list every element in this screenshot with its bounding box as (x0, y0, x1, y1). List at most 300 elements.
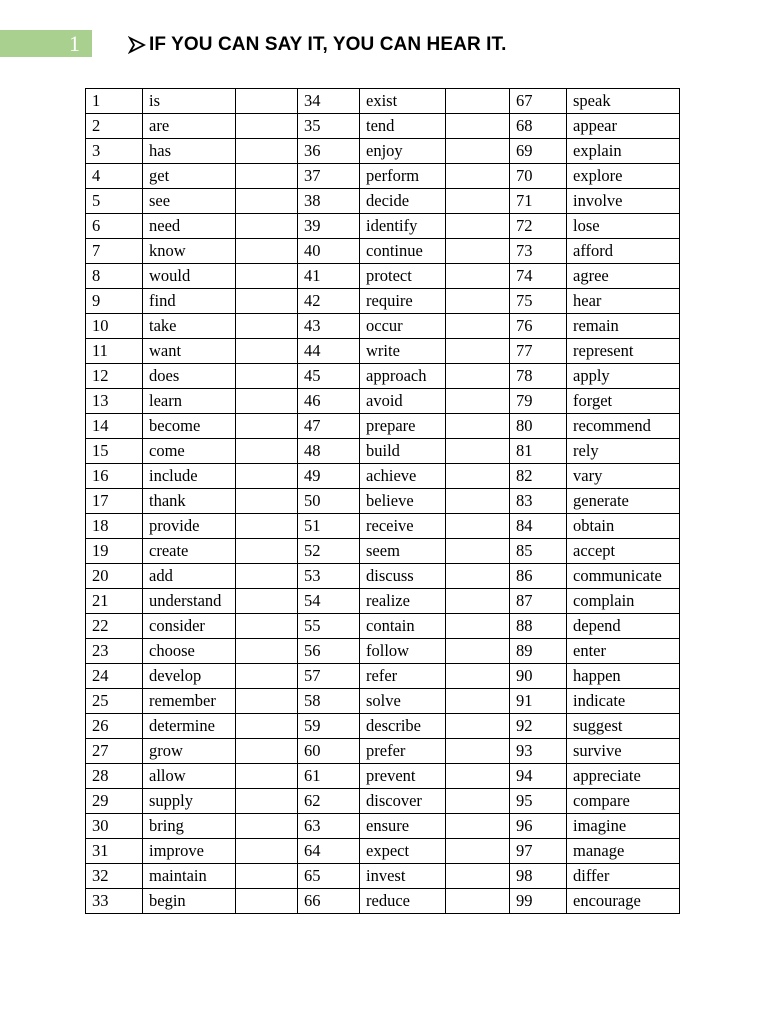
number-cell: 14 (86, 414, 143, 439)
word-cell: describe (360, 714, 446, 739)
number-cell: 88 (510, 614, 567, 639)
empty-cell (236, 564, 298, 589)
empty-cell (446, 564, 510, 589)
empty-cell (446, 514, 510, 539)
number-cell: 9 (86, 289, 143, 314)
word-cell: prefer (360, 739, 446, 764)
page-heading (128, 31, 507, 59)
word-cell: become (143, 414, 236, 439)
word-cell: happen (567, 664, 680, 689)
word-cell: get (143, 164, 236, 189)
word-cell: discuss (360, 564, 446, 589)
number-cell: 93 (510, 739, 567, 764)
word-cell: grow (143, 739, 236, 764)
number-cell: 30 (86, 814, 143, 839)
empty-cell (446, 439, 510, 464)
word-cell: complain (567, 589, 680, 614)
empty-cell (446, 164, 510, 189)
arrow-bullet-icon (128, 36, 146, 54)
number-cell: 75 (510, 289, 567, 314)
word-cell: occur (360, 314, 446, 339)
word-cell: bring (143, 814, 236, 839)
table-row (86, 339, 680, 364)
number-cell: 95 (510, 789, 567, 814)
table-row (86, 789, 680, 814)
table-row (86, 614, 680, 639)
number-cell: 61 (298, 764, 360, 789)
table-body (86, 89, 680, 914)
number-cell: 91 (510, 689, 567, 714)
word-cell: find (143, 289, 236, 314)
empty-cell (446, 539, 510, 564)
empty-cell (236, 314, 298, 339)
empty-cell (446, 214, 510, 239)
word-cell: create (143, 539, 236, 564)
empty-cell (446, 639, 510, 664)
word-cell: learn (143, 389, 236, 414)
number-cell: 12 (86, 364, 143, 389)
word-cell: seem (360, 539, 446, 564)
empty-cell (446, 664, 510, 689)
number-cell: 51 (298, 514, 360, 539)
word-cell: perform (360, 164, 446, 189)
number-cell: 55 (298, 614, 360, 639)
table-row (86, 414, 680, 439)
table-row (86, 214, 680, 239)
word-cell: enjoy (360, 139, 446, 164)
empty-cell (236, 839, 298, 864)
table-row (86, 664, 680, 689)
empty-cell (236, 389, 298, 414)
empty-cell (446, 89, 510, 114)
number-cell: 28 (86, 764, 143, 789)
empty-cell (446, 364, 510, 389)
empty-cell (236, 489, 298, 514)
empty-cell (446, 339, 510, 364)
word-cell: follow (360, 639, 446, 664)
word-cell: ensure (360, 814, 446, 839)
word-cell: expect (360, 839, 446, 864)
table-row (86, 539, 680, 564)
verb-list-table (85, 88, 680, 914)
number-cell: 53 (298, 564, 360, 589)
number-cell: 81 (510, 439, 567, 464)
number-cell: 87 (510, 589, 567, 614)
table-row (86, 314, 680, 339)
word-cell: want (143, 339, 236, 364)
empty-cell (446, 264, 510, 289)
number-cell: 84 (510, 514, 567, 539)
number-cell: 31 (86, 839, 143, 864)
word-cell: vary (567, 464, 680, 489)
empty-cell (236, 814, 298, 839)
empty-cell (446, 889, 510, 914)
number-cell: 17 (86, 489, 143, 514)
word-cell: obtain (567, 514, 680, 539)
empty-cell (236, 439, 298, 464)
word-cell: achieve (360, 464, 446, 489)
word-cell: represent (567, 339, 680, 364)
word-cell: understand (143, 589, 236, 614)
number-cell: 62 (298, 789, 360, 814)
number-cell: 23 (86, 639, 143, 664)
table-row (86, 814, 680, 839)
word-cell: reduce (360, 889, 446, 914)
word-cell: see (143, 189, 236, 214)
empty-cell (236, 89, 298, 114)
word-cell: depend (567, 614, 680, 639)
table-row (86, 564, 680, 589)
number-cell: 44 (298, 339, 360, 364)
number-cell: 3 (86, 139, 143, 164)
number-cell: 54 (298, 589, 360, 614)
number-cell: 77 (510, 339, 567, 364)
number-cell: 41 (298, 264, 360, 289)
number-cell: 49 (298, 464, 360, 489)
number-cell: 20 (86, 564, 143, 589)
number-cell: 48 (298, 439, 360, 464)
number-cell: 66 (298, 889, 360, 914)
empty-cell (236, 664, 298, 689)
word-cell: does (143, 364, 236, 389)
page-title: IF YOU CAN SAY IT, YOU CAN HEAR IT. (149, 34, 507, 55)
page-number: 1 (69, 31, 80, 56)
number-cell: 37 (298, 164, 360, 189)
number-cell: 50 (298, 489, 360, 514)
word-cell: decide (360, 189, 446, 214)
table-row (86, 864, 680, 889)
table-row (86, 889, 680, 914)
number-cell: 85 (510, 539, 567, 564)
empty-cell (236, 889, 298, 914)
number-cell: 83 (510, 489, 567, 514)
number-cell: 72 (510, 214, 567, 239)
word-cell: discover (360, 789, 446, 814)
empty-cell (236, 164, 298, 189)
word-cell: agree (567, 264, 680, 289)
number-cell: 39 (298, 214, 360, 239)
empty-cell (446, 714, 510, 739)
word-cell: require (360, 289, 446, 314)
empty-cell (236, 414, 298, 439)
empty-cell (446, 189, 510, 214)
word-cell: realize (360, 589, 446, 614)
word-cell: approach (360, 364, 446, 389)
number-cell: 57 (298, 664, 360, 689)
number-cell: 19 (86, 539, 143, 564)
word-cell: explain (567, 139, 680, 164)
number-cell: 59 (298, 714, 360, 739)
number-cell: 16 (86, 464, 143, 489)
empty-cell (446, 389, 510, 414)
empty-cell (446, 239, 510, 264)
number-cell: 68 (510, 114, 567, 139)
table-row (86, 364, 680, 389)
table-row (86, 639, 680, 664)
number-cell: 26 (86, 714, 143, 739)
empty-cell (446, 464, 510, 489)
number-cell: 34 (298, 89, 360, 114)
empty-cell (236, 539, 298, 564)
word-cell: take (143, 314, 236, 339)
word-cell: build (360, 439, 446, 464)
word-cell: prepare (360, 414, 446, 439)
table-row (86, 189, 680, 214)
empty-cell (446, 789, 510, 814)
word-cell: add (143, 564, 236, 589)
number-cell: 24 (86, 664, 143, 689)
number-cell: 94 (510, 764, 567, 789)
number-cell: 64 (298, 839, 360, 864)
word-cell: exist (360, 89, 446, 114)
word-cell: apply (567, 364, 680, 389)
number-cell: 76 (510, 314, 567, 339)
number-cell: 99 (510, 889, 567, 914)
word-cell: choose (143, 639, 236, 664)
number-cell: 89 (510, 639, 567, 664)
number-cell: 1 (86, 89, 143, 114)
number-cell: 90 (510, 664, 567, 689)
word-cell: lose (567, 214, 680, 239)
word-cell: determine (143, 714, 236, 739)
table-row (86, 589, 680, 614)
word-cell: recommend (567, 414, 680, 439)
empty-cell (446, 614, 510, 639)
number-cell: 70 (510, 164, 567, 189)
table-row (86, 764, 680, 789)
table-row (86, 389, 680, 414)
number-cell: 56 (298, 639, 360, 664)
word-cell: thank (143, 489, 236, 514)
empty-cell (236, 739, 298, 764)
word-cell: come (143, 439, 236, 464)
empty-cell (236, 714, 298, 739)
empty-cell (446, 114, 510, 139)
empty-cell (236, 764, 298, 789)
empty-cell (236, 364, 298, 389)
empty-cell (446, 764, 510, 789)
word-cell: avoid (360, 389, 446, 414)
word-cell: remain (567, 314, 680, 339)
word-cell: receive (360, 514, 446, 539)
table-row (86, 489, 680, 514)
number-cell: 45 (298, 364, 360, 389)
word-cell: speak (567, 89, 680, 114)
word-cell: hear (567, 289, 680, 314)
number-cell: 98 (510, 864, 567, 889)
table-row (86, 114, 680, 139)
number-cell: 32 (86, 864, 143, 889)
number-cell: 11 (86, 339, 143, 364)
number-cell: 13 (86, 389, 143, 414)
number-cell: 69 (510, 139, 567, 164)
empty-cell (446, 689, 510, 714)
empty-cell (236, 264, 298, 289)
word-cell: compare (567, 789, 680, 814)
word-cell: identify (360, 214, 446, 239)
table-row (86, 164, 680, 189)
word-cell: include (143, 464, 236, 489)
table-row (86, 689, 680, 714)
word-cell: differ (567, 864, 680, 889)
word-cell: is (143, 89, 236, 114)
table-row (86, 714, 680, 739)
number-cell: 38 (298, 189, 360, 214)
number-cell: 74 (510, 264, 567, 289)
word-cell: solve (360, 689, 446, 714)
word-cell: improve (143, 839, 236, 864)
empty-cell (236, 239, 298, 264)
empty-cell (236, 189, 298, 214)
empty-cell (446, 864, 510, 889)
word-cell: suggest (567, 714, 680, 739)
word-cell: are (143, 114, 236, 139)
table-row (86, 739, 680, 764)
number-cell: 21 (86, 589, 143, 614)
word-cell: provide (143, 514, 236, 539)
number-cell: 29 (86, 789, 143, 814)
word-cell: consider (143, 614, 236, 639)
number-cell: 46 (298, 389, 360, 414)
word-cell: indicate (567, 689, 680, 714)
number-cell: 35 (298, 114, 360, 139)
number-cell: 79 (510, 389, 567, 414)
number-cell: 7 (86, 239, 143, 264)
word-cell: refer (360, 664, 446, 689)
number-cell: 42 (298, 289, 360, 314)
table-row (86, 239, 680, 264)
word-cell: appear (567, 114, 680, 139)
word-cell: believe (360, 489, 446, 514)
word-cell: invest (360, 864, 446, 889)
number-cell: 18 (86, 514, 143, 539)
empty-cell (236, 339, 298, 364)
number-cell: 22 (86, 614, 143, 639)
empty-cell (236, 514, 298, 539)
number-cell: 8 (86, 264, 143, 289)
number-cell: 36 (298, 139, 360, 164)
word-cell: generate (567, 489, 680, 514)
empty-cell (236, 289, 298, 314)
number-cell: 40 (298, 239, 360, 264)
word-cell: begin (143, 889, 236, 914)
number-cell: 4 (86, 164, 143, 189)
word-cell: encourage (567, 889, 680, 914)
empty-cell (446, 489, 510, 514)
table-row (86, 89, 680, 114)
number-cell: 82 (510, 464, 567, 489)
empty-cell (236, 114, 298, 139)
number-cell: 71 (510, 189, 567, 214)
empty-cell (446, 414, 510, 439)
empty-cell (236, 464, 298, 489)
word-cell: rely (567, 439, 680, 464)
number-cell: 58 (298, 689, 360, 714)
word-cell: manage (567, 839, 680, 864)
word-cell: prevent (360, 764, 446, 789)
empty-cell (446, 739, 510, 764)
empty-cell (236, 639, 298, 664)
number-cell: 25 (86, 689, 143, 714)
number-cell: 15 (86, 439, 143, 464)
empty-cell (446, 589, 510, 614)
word-cell: supply (143, 789, 236, 814)
empty-cell (236, 689, 298, 714)
word-cell: accept (567, 539, 680, 564)
number-cell: 80 (510, 414, 567, 439)
table-row (86, 289, 680, 314)
number-cell: 5 (86, 189, 143, 214)
table-row (86, 464, 680, 489)
word-cell: involve (567, 189, 680, 214)
table-row (86, 514, 680, 539)
empty-cell (446, 839, 510, 864)
empty-cell (236, 214, 298, 239)
number-cell: 97 (510, 839, 567, 864)
word-cell: remember (143, 689, 236, 714)
word-cell: survive (567, 739, 680, 764)
table-row (86, 439, 680, 464)
empty-cell (236, 789, 298, 814)
number-cell: 78 (510, 364, 567, 389)
word-cell: has (143, 139, 236, 164)
empty-cell (236, 589, 298, 614)
number-cell: 27 (86, 739, 143, 764)
word-cell: afford (567, 239, 680, 264)
word-cell: know (143, 239, 236, 264)
empty-cell (446, 314, 510, 339)
table-row (86, 839, 680, 864)
table-row (86, 139, 680, 164)
number-cell: 52 (298, 539, 360, 564)
word-cell: allow (143, 764, 236, 789)
number-cell: 73 (510, 239, 567, 264)
empty-cell (446, 814, 510, 839)
number-cell: 86 (510, 564, 567, 589)
empty-cell (446, 289, 510, 314)
empty-cell (236, 864, 298, 889)
number-cell: 60 (298, 739, 360, 764)
number-cell: 43 (298, 314, 360, 339)
number-cell: 6 (86, 214, 143, 239)
word-cell: communicate (567, 564, 680, 589)
number-cell: 33 (86, 889, 143, 914)
word-cell: imagine (567, 814, 680, 839)
number-cell: 67 (510, 89, 567, 114)
number-cell: 47 (298, 414, 360, 439)
word-cell: maintain (143, 864, 236, 889)
number-cell: 10 (86, 314, 143, 339)
number-cell: 65 (298, 864, 360, 889)
word-cell: appreciate (567, 764, 680, 789)
number-cell: 92 (510, 714, 567, 739)
number-cell: 63 (298, 814, 360, 839)
empty-cell (446, 139, 510, 164)
word-cell: tend (360, 114, 446, 139)
word-cell: would (143, 264, 236, 289)
table-row (86, 264, 680, 289)
page-number-box (0, 30, 92, 57)
number-cell: 96 (510, 814, 567, 839)
empty-cell (236, 614, 298, 639)
word-cell: develop (143, 664, 236, 689)
word-cell: write (360, 339, 446, 364)
word-cell: forget (567, 389, 680, 414)
word-cell: protect (360, 264, 446, 289)
number-cell: 2 (86, 114, 143, 139)
word-cell: contain (360, 614, 446, 639)
word-cell: continue (360, 239, 446, 264)
